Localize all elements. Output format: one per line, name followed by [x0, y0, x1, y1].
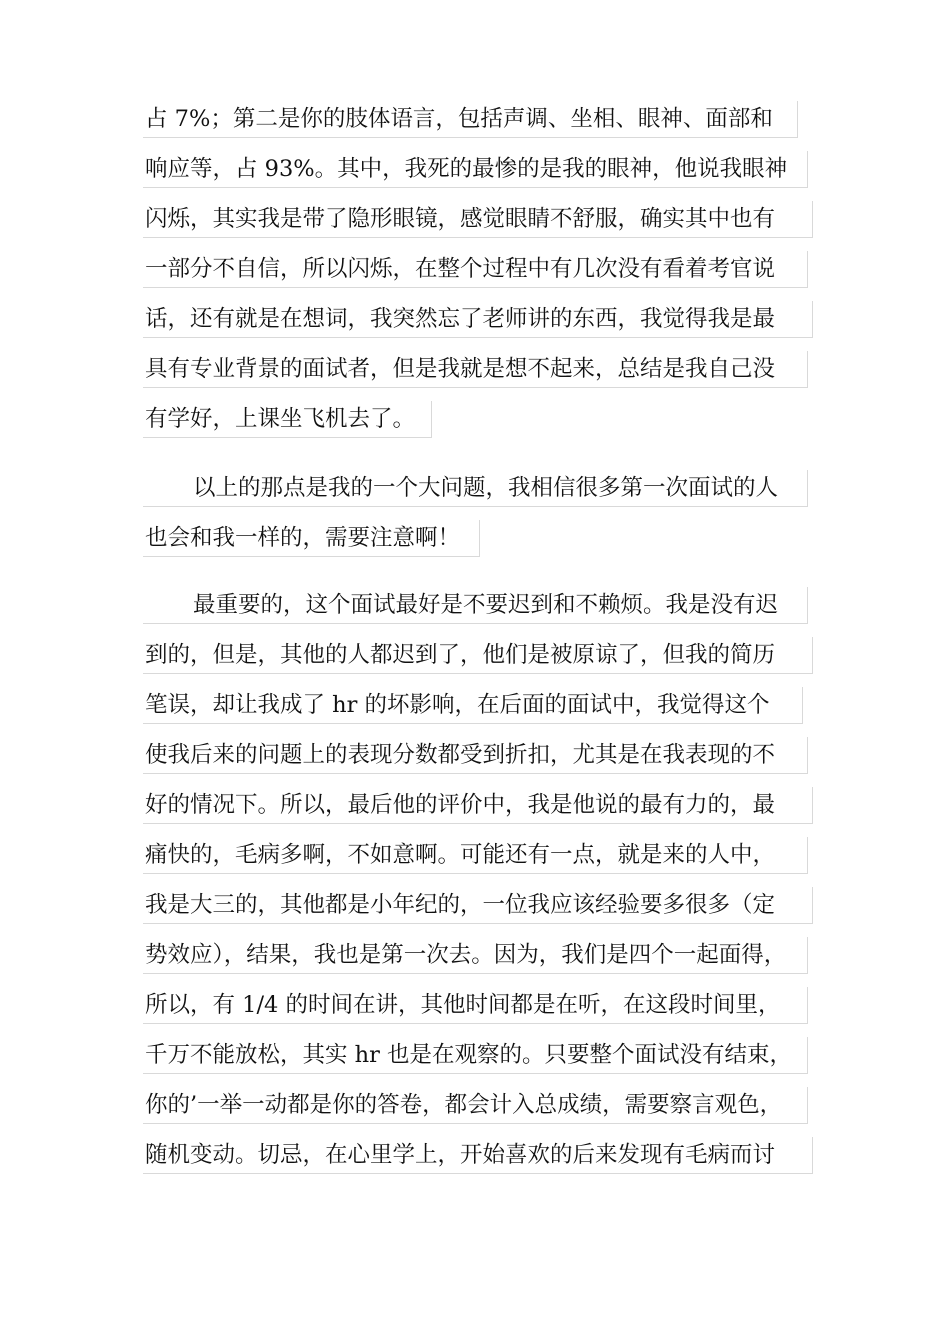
text-line: 有学好，上课坐飞机去了。: [143, 401, 432, 438]
text-line: 闪烁，其实我是带了隐形眼镜，感觉眼睛不舒服，确实其中也有: [143, 201, 813, 238]
text-line: 一部分不自信，所以闪烁，在整个过程中有几次没有看着考官说: [143, 251, 808, 288]
text-line: 具有专业背景的面试者，但是我就是想不起来，总结是我自己没: [143, 351, 808, 388]
text-line: 势效应），结果，我也是第一次去。因为，我们是四个一起面得，: [143, 937, 808, 974]
text-line: 话，还有就是在想词，我突然忘了老师讲的东西，我觉得我是最: [143, 301, 813, 338]
text-line: 我是大三的，其他都是小年纪的，一位我应该经验要多很多（定: [143, 887, 813, 924]
text-line: 占 7%；第二是你的肢体语言，包括声调、坐相、眼神、面部和: [143, 101, 798, 138]
text-line: 使我后来的问题上的表现分数都受到折扣，尤其是在我表现的不: [143, 737, 808, 774]
text-line: 最重要的，这个面试最好是不要迟到和不赖烦。我是没有迟: [143, 587, 808, 624]
text-line: 所以，有 1/4 的时间在讲，其他时间都是在听，在这段时间里，: [143, 987, 808, 1024]
text-line: 千万不能放松，其实 hr 也是在观察的。只要整个面试没有结束，: [143, 1037, 808, 1074]
text-line: 好的情况下。所以，最后他的评价中，我是他说的最有力的，最: [143, 787, 813, 824]
text-line: 笔误，却让我成了 hr 的坏影响，在后面的面试中，我觉得这个: [143, 687, 803, 724]
text-line: 以上的那点是我的一个大问题，我相信很多第一次面试的人: [143, 470, 808, 507]
text-line: 到的，但是，其他的人都迟到了，他们是被原谅了，但我的简历: [143, 637, 813, 674]
text-line: 痛快的，毛病多啊，不如意啊。可能还有一点，就是来的人中，: [143, 837, 808, 874]
text-line: 也会和我一样的，需要注意啊！: [143, 520, 480, 557]
text-line: 随机变动。切忌，在心里学上，开始喜欢的后来发现有毛病而讨: [143, 1137, 813, 1174]
text-line: 响应等，占 93%。其中，我死的最惨的是我的眼神，他说我眼神: [143, 151, 808, 188]
text-line: 你的’一举一动都是你的答卷，都会计入总成绩，需要察言观色，: [143, 1087, 808, 1124]
